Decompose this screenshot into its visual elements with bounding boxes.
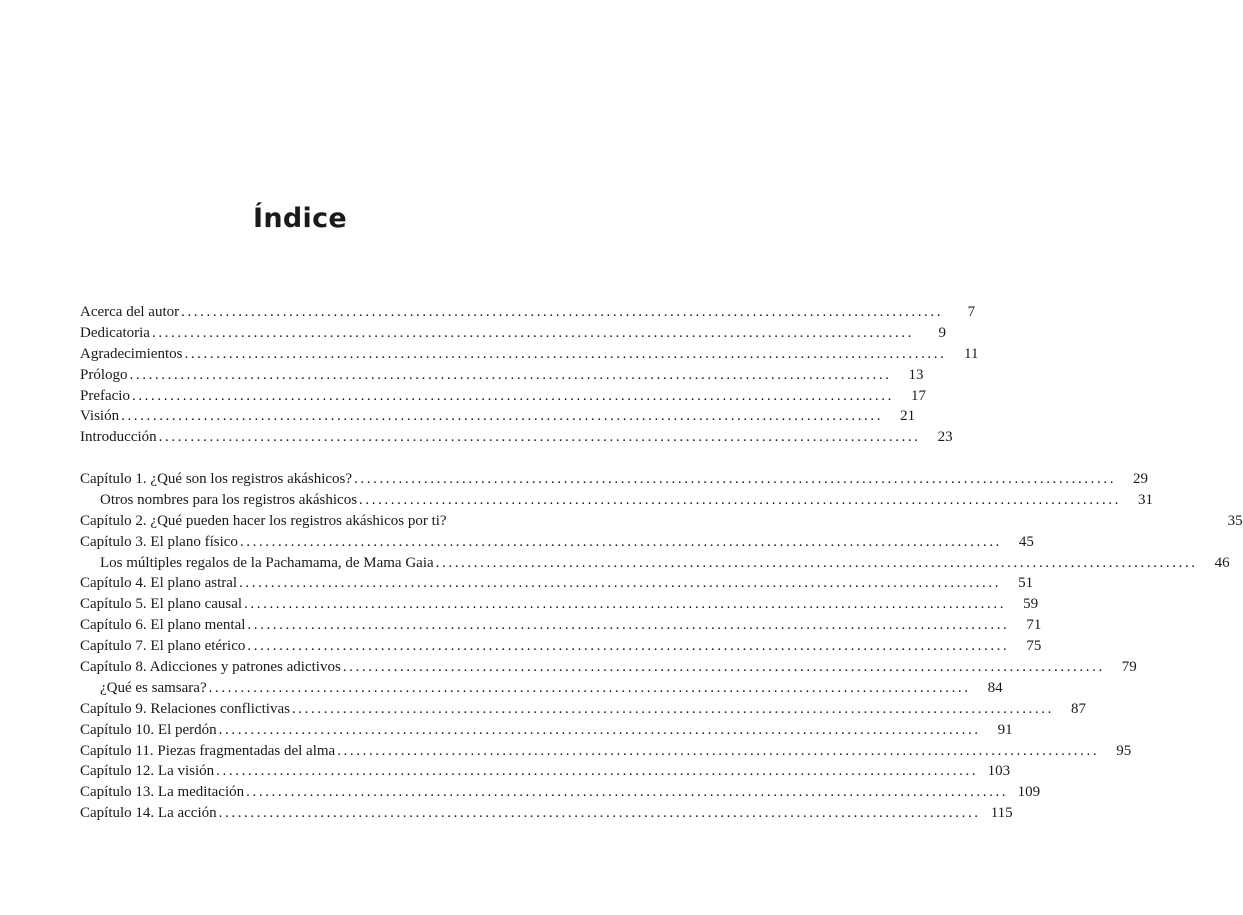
toc-entry-page-number: 51 <box>1018 575 1034 592</box>
dot-leader: ........................................................................................................................ <box>218 721 981 738</box>
dot-leader: ........................................................................................................................ <box>208 679 971 696</box>
toc-front-matter <box>80 302 979 448</box>
dot-leader: ........................................................................................................................ <box>151 324 914 341</box>
toc-entry <box>80 636 1042 657</box>
toc-entry <box>80 344 979 365</box>
toc-entry <box>80 323 946 344</box>
toc-entry-page-number: 84 <box>987 679 1003 696</box>
toc-entry-label: Capítulo 8. Adicciones y patrones adictivos <box>80 659 341 676</box>
toc-entry-page-number: 71 <box>1026 617 1042 634</box>
toc-entry-page-number: 91 <box>997 721 1013 738</box>
toc-entry-label: Agradecimientos <box>80 345 183 362</box>
dot-leader: ........................................................................................................................ <box>342 659 1105 676</box>
toc-entry-page-number: 13 <box>908 366 924 383</box>
toc-entry <box>80 365 924 386</box>
dot-leader: ........................................................................................................................ <box>239 533 1002 550</box>
dot-leader: ........................................................................................................................ <box>247 638 1010 655</box>
toc-entry <box>80 490 1154 511</box>
toc-entry-label: Los múltiples regalos de la Pachamama, de Mama Gaia <box>100 554 434 571</box>
toc-entry <box>80 532 1034 553</box>
dot-leader: ........................................................................................................................ <box>131 387 894 404</box>
toc-entry-page-number: 95 <box>1116 742 1132 759</box>
toc-entry-page-number: 75 <box>1026 638 1042 655</box>
toc-entry-page-number: 31 <box>1138 491 1154 508</box>
dot-leader: ........................................................................................................................ <box>359 491 1122 508</box>
toc-entry <box>80 553 1230 574</box>
toc-entry <box>80 302 976 323</box>
toc-entry <box>80 573 1034 594</box>
dot-leader: ........................................................................................................................ <box>435 554 1198 571</box>
dot-leader: ........................................................................................................................ <box>184 345 947 362</box>
toc-entry-label: Capítulo 10. El perdón <box>80 721 217 738</box>
toc-entry-page-number: 35 <box>1227 512 1243 529</box>
toc-entry-page-number: 45 <box>1018 533 1034 550</box>
dot-leader: ........................................................................................................................ <box>247 617 1010 634</box>
toc-entry-page-number: 17 <box>910 387 926 404</box>
toc-entry-page-number: 7 <box>967 304 976 320</box>
dot-leader: ........................................................................................................................ <box>216 763 979 780</box>
toc-entry-page-number: 79 <box>1121 659 1137 676</box>
dot-leader: ........................................................................................................................ <box>239 575 1002 592</box>
toc-entry-label: Prefacio <box>80 387 130 404</box>
toc-entry-page-number: 23 <box>937 429 953 446</box>
dot-leader: ........................................................................................................................ <box>337 742 1100 759</box>
toc-entry-page-number: 11 <box>964 345 979 362</box>
toc-entry <box>80 803 1013 824</box>
dot-leader: ........................................................................................................................ <box>121 408 884 425</box>
dot-leader: ........................................................................................................................ <box>246 784 1009 801</box>
toc-entry-label: Capítulo 13. La meditación <box>80 784 245 801</box>
toc-entry-label: Capítulo 6. El plano mental <box>80 617 246 634</box>
toc-entry-label: Visión <box>80 408 120 425</box>
toc-entry <box>80 469 1149 490</box>
toc-entry-page-number: 29 <box>1133 471 1149 487</box>
toc-entry-label: Capítulo 2. ¿Qué pueden hacer los registros akáshicos por ti? <box>80 512 447 529</box>
toc-entry-label: Capítulo 3. El plano físico <box>80 533 238 550</box>
toc-entry-label: Capítulo 5. El plano causal <box>80 596 243 613</box>
toc-entry-page-number: 103 <box>987 763 1011 780</box>
toc-entry-label: Capítulo 1. ¿Qué son los registros akáshicos? <box>80 471 353 487</box>
toc-entry-label: Otros nombres para los registros akáshicos <box>100 491 358 508</box>
toc-entry-page-number: 46 <box>1214 554 1230 571</box>
toc-entry-label: Capítulo 12. La visión <box>80 763 215 780</box>
toc-entry-label: Prólogo <box>80 366 128 383</box>
toc-entry <box>80 678 1003 699</box>
dot-leader: ........................................................................................................................ <box>291 700 1054 717</box>
dot-leader: ........................................................................................................................ <box>129 366 892 383</box>
toc-entry <box>80 427 953 448</box>
toc-entry <box>80 511 1243 532</box>
toc-entry-page-number: 9 <box>938 324 946 341</box>
dot-leader: ........................................................................................................................ <box>354 471 1117 487</box>
toc-entry-label: Capítulo 7. El plano etérico <box>80 638 246 655</box>
page-title: Índice <box>253 203 347 234</box>
toc-entry <box>80 615 1042 636</box>
toc-entry <box>80 782 1041 803</box>
toc-entry-page-number: 115 <box>990 805 1013 822</box>
toc-entry-label: Capítulo 14. La acción <box>80 805 217 822</box>
toc-chapters <box>80 469 1243 824</box>
toc-entry-page-number: 109 <box>1017 784 1041 801</box>
dot-leader: ........................................................................................................................ <box>181 304 944 320</box>
toc-entry-label: ¿Qué es samsara? <box>100 679 207 696</box>
toc-entry <box>80 720 1013 741</box>
toc-entry-label: Introducción <box>80 429 157 446</box>
toc-entry <box>80 699 1086 720</box>
toc-entry-label: Capítulo 11. Piezas fragmentadas del alma <box>80 742 336 759</box>
toc-entry-page-number: 21 <box>900 408 916 425</box>
toc-entry <box>80 386 926 407</box>
toc-entry-label: Acerca del autor <box>80 304 180 320</box>
toc-entry <box>80 761 1011 782</box>
toc-entry-page-number: 87 <box>1070 700 1086 717</box>
toc-entry-label: Dedicatoria <box>80 324 150 341</box>
toc-entry-page-number: 59 <box>1023 596 1039 613</box>
toc-entry-label: Capítulo 4. El plano astral <box>80 575 238 592</box>
toc-entry <box>80 657 1137 678</box>
dot-leader: ........................................................................................................................ <box>244 596 1007 613</box>
dot-leader: ........................................................................................................................ <box>218 805 981 822</box>
toc-entry-label: Capítulo 9. Relaciones conflictivas <box>80 700 290 717</box>
toc-entry <box>80 741 1132 762</box>
toc-entry <box>80 594 1039 615</box>
toc-entry <box>80 406 916 427</box>
dot-leader: ........................................................................................................................ <box>158 429 921 446</box>
